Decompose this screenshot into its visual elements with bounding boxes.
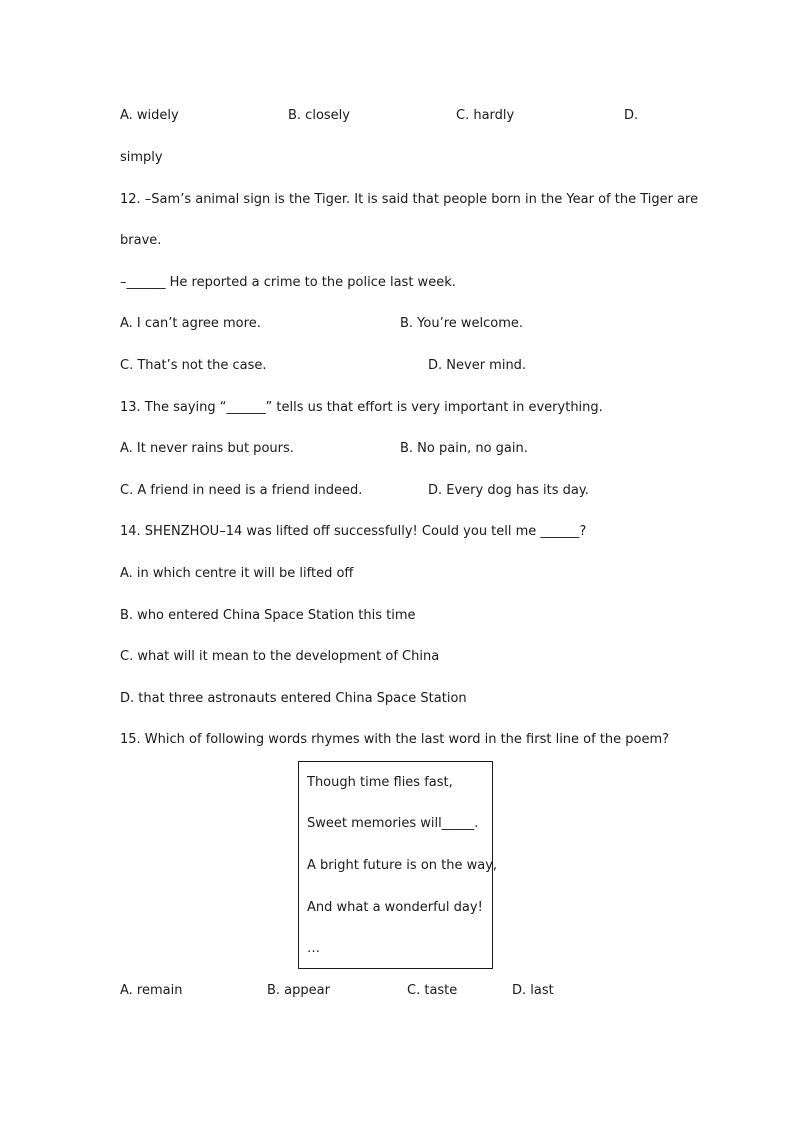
poem-line-4: And what a wonderful day! bbox=[307, 900, 483, 915]
poem-line-2: Sweet memories will_____. bbox=[307, 816, 479, 831]
q11-option-b: B. closely bbox=[288, 108, 350, 123]
q13-stem: 13. The saying “______” tells us that effort is very important in everything. bbox=[120, 400, 603, 415]
q15-option-d: D. last bbox=[512, 983, 554, 998]
q13-option-c: C. A friend in need is a friend indeed. bbox=[120, 483, 363, 498]
q15-option-a: A. remain bbox=[120, 983, 183, 998]
q12-option-a: A. I can’t agree more. bbox=[120, 316, 261, 331]
q12-stem-line-2: brave. bbox=[120, 233, 162, 248]
q14-stem: 14. SHENZHOU–14 was lifted off successfully! Could you tell me ______? bbox=[120, 524, 587, 539]
q13-option-b: B. No pain, no gain. bbox=[400, 441, 528, 456]
q14-option-b: B. who entered China Space Station this time bbox=[120, 608, 416, 623]
q15-option-c: C. taste bbox=[407, 983, 458, 998]
q14-option-c: C. what will it mean to the development of China bbox=[120, 649, 440, 664]
q11-option-d-continued: simply bbox=[120, 150, 163, 165]
q12-option-c: C. That’s not the case. bbox=[120, 358, 267, 373]
q11-option-d: D. bbox=[624, 108, 639, 123]
poem-box bbox=[298, 761, 498, 969]
q12-option-d: D. Never mind. bbox=[428, 358, 527, 373]
q12-stem-line-3: –______ He reported a crime to the police last week. bbox=[120, 275, 456, 290]
poem-line-3: A bright future is on the way, bbox=[307, 858, 498, 873]
q14-option-a: A. in which centre it will be lifted off bbox=[120, 566, 354, 581]
q14-option-d: D. that three astronauts entered China Space Station bbox=[120, 691, 467, 706]
q11-option-c: C. hardly bbox=[456, 108, 515, 123]
q11-option-a: A. widely bbox=[120, 108, 179, 123]
q12-option-b: B. You’re welcome. bbox=[400, 316, 524, 331]
poem-line-5: … bbox=[307, 941, 320, 956]
q13-option-a: A. It never rains but pours. bbox=[120, 441, 294, 456]
q13-option-d: D. Every dog has its day. bbox=[428, 483, 589, 498]
q12-stem-line-1: 12. –Sam’s animal sign is the Tiger. It is said that people born in the Year of the Tiger are bbox=[120, 192, 699, 207]
q15-option-b: B. appear bbox=[267, 983, 330, 998]
poem-line-1: Though time flies fast, bbox=[307, 775, 453, 790]
q15-stem: 15. Which of following words rhymes with the last word in the first line of the poem? bbox=[120, 732, 670, 747]
